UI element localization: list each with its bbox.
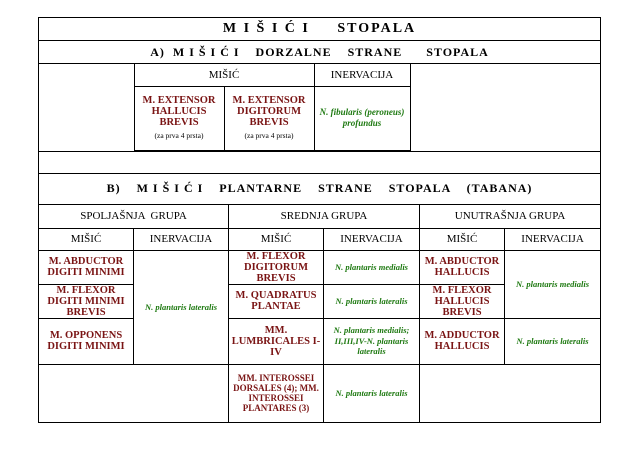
muscle-extensor-hallucis-brevis bbox=[134, 86, 224, 150]
muscle-quadratus-plantae: M. QUADRATUS PLANTAE bbox=[229, 284, 324, 318]
lateral-nerve-header: INERVACIJA bbox=[134, 228, 229, 250]
middle-nerve-2: N. plantaris lateralis bbox=[324, 284, 420, 318]
group-middle-header: SREDNJA GRUPA bbox=[229, 204, 420, 228]
group-medial-header: UNUTRAŠNJA GRUPA bbox=[420, 204, 601, 228]
muscle-interossei: MM. INTEROSSEI DORSALES (4); MM. INTEROSSEI PLANTARES (3) bbox=[229, 364, 324, 422]
foot-muscles-table bbox=[38, 17, 601, 423]
muscles-table-sheet bbox=[38, 17, 600, 423]
medial-empty-cell bbox=[420, 364, 601, 422]
section-a-block bbox=[39, 64, 601, 152]
muscle-flexor-digiti-minimi-brevis: M. FLEXOR DIGITI MINIMI BREVIS bbox=[39, 284, 134, 318]
lateral-muscle-header: MIŠIĆ bbox=[39, 228, 134, 250]
medial-nerve-header: INERVACIJA bbox=[505, 228, 601, 250]
medial-muscle-header: MIŠIĆ bbox=[420, 228, 505, 250]
middle-muscle-header: MIŠIĆ bbox=[229, 228, 324, 250]
muscle-lumbricales: MM. LUMBRICALES I-IV bbox=[229, 318, 324, 364]
empty-divider-row bbox=[39, 151, 601, 173]
medial-nerve-bottom: N. plantaris lateralis bbox=[505, 318, 601, 364]
section-a-heading: A) M I Š I Ć I DORZALNE STRANE STOPALA bbox=[39, 41, 601, 64]
muscle-abductor-digiti-minimi: M. ABDUCTOR DIGITI MINIMI bbox=[39, 250, 134, 284]
muscle-adductor-hallucis: M. ADDUCTOR HALLUCIS bbox=[420, 318, 505, 364]
section-a-muscle-header: MIŠIĆ bbox=[134, 64, 314, 86]
group-lateral-header: SPOLJAŠNJA GRUPA bbox=[39, 204, 229, 228]
middle-nerve-1: N. plantaris medialis bbox=[324, 250, 420, 284]
middle-nerve-3: N. plantaris medialis; II,III,IV-N. plantaris lateralis bbox=[324, 318, 420, 364]
muscle-flexor-digitorum-brevis: M. FLEXOR DIGITORUM BREVIS bbox=[229, 250, 324, 284]
lateral-empty-cell bbox=[39, 364, 229, 422]
muscle-opponens-digiti-minimi: M. OPPONENS DIGITI MINIMI bbox=[39, 318, 134, 364]
muscle-note: (za prva 4 prsta) bbox=[154, 131, 204, 140]
nerve-fibularis-profundus: N. fibularis (peroneus) profundus bbox=[314, 86, 410, 150]
lateral-group-nerve: N. plantaris lateralis bbox=[134, 250, 229, 364]
muscle-note: (za prva 4 prsta) bbox=[244, 131, 294, 140]
middle-nerve-header: INERVACIJA bbox=[324, 228, 420, 250]
page-title: M I Š I Ć I STOPALA bbox=[39, 18, 601, 41]
muscle-abductor-hallucis: M. ABDUCTOR HALLUCIS bbox=[420, 250, 505, 284]
middle-nerve-4: N. plantaris lateralis bbox=[324, 364, 420, 422]
muscle-extensor-digitorum-brevis bbox=[224, 86, 314, 150]
section-b-heading: B) M I Š I Ć I PLANTARNE STRANE STOPALA (TABANA) bbox=[39, 173, 601, 204]
muscle-flexor-hallucis-brevis: M. FLEXOR HALLUCIS BREVIS bbox=[420, 284, 505, 318]
muscle-name: M. EXTENSOR DIGITORUM BREVIS bbox=[232, 95, 306, 128]
muscle-name: M. EXTENSOR HALLUCIS BREVIS bbox=[142, 95, 216, 128]
medial-nerve-top: N. plantaris medialis bbox=[505, 250, 601, 318]
section-a-nerve-header: INERVACIJA bbox=[314, 64, 410, 86]
